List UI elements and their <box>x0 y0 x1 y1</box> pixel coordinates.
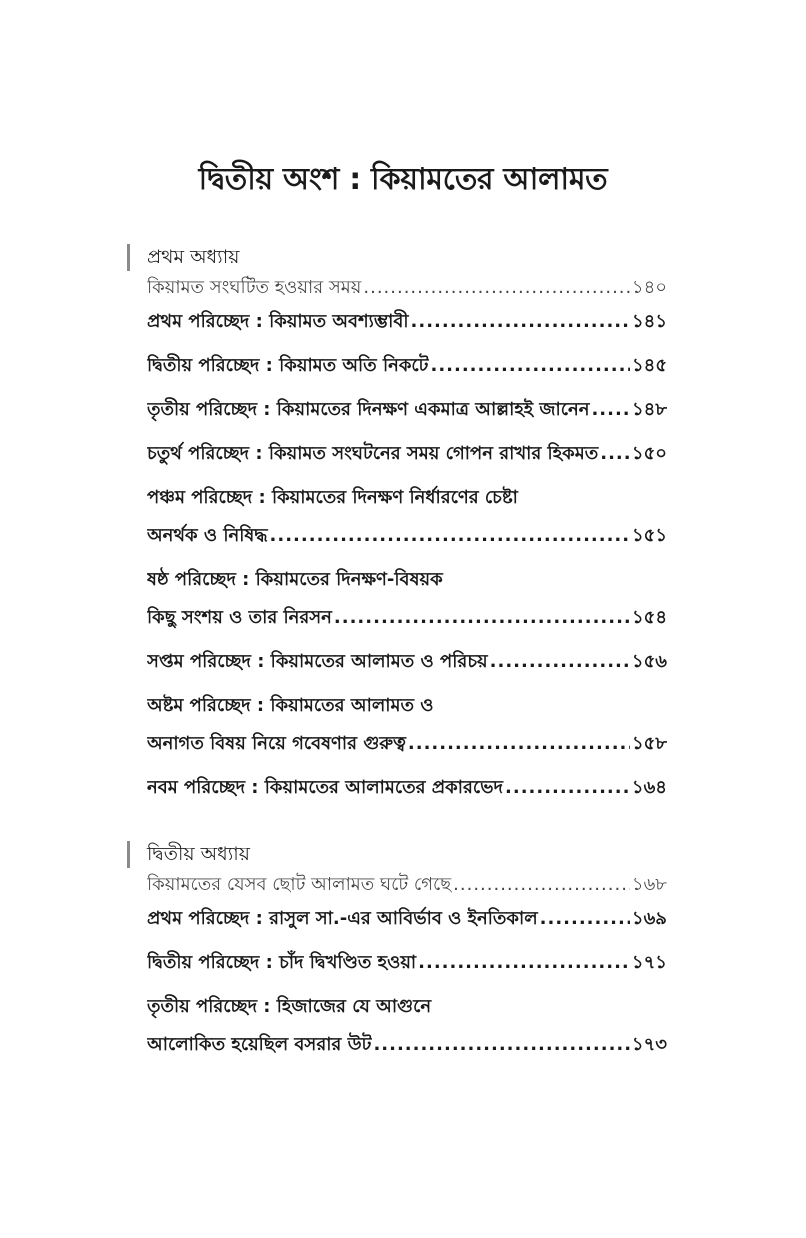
page-number: ১৭১ <box>631 952 667 973</box>
entry-title: তৃতীয় পরিচ্ছেদ : কিয়ামতের দিনক্ষণ একমাত্র আল্লাহই জানেন <box>147 399 590 420</box>
entry-title: সপ্তম পরিচ্ছেদ : কিয়ামতের আলামত ও পরিচয় <box>147 651 488 672</box>
entry-title: পঞ্চম পরিচ্ছেদ : কিয়ামতের দিনক্ষণ নির্ধারণের চেষ্টা <box>147 487 518 508</box>
entry-title: প্রথম পরিচ্ছেদ : রাসুল সা.-এর আবির্ভাব ও ইনতিকাল <box>147 908 538 929</box>
part-title: দ্বিতীয় অংশ : কিয়ামতের আলামত <box>198 162 608 197</box>
dot-leader <box>334 603 630 632</box>
chapter-2 <box>127 840 667 1059</box>
entry-title-continued: আলোকিত হয়েছিল বসরার উট <box>147 1034 372 1055</box>
toc-entry[interactable] <box>147 307 667 336</box>
chapter-heading <box>127 840 667 868</box>
entry-title: নবম পরিচ্ছেদ : কিয়ামতের আলামতের প্রকারভেদ <box>147 777 504 798</box>
dot-leader <box>453 870 630 899</box>
dot-leader <box>490 647 630 676</box>
page-number: ১৬৪ <box>631 777 667 798</box>
toc-entry[interactable] <box>147 948 667 977</box>
page-number: ১৭৩ <box>631 1034 667 1055</box>
entry-title: দ্বিতীয় পরিচ্ছেদ : কিয়ামত অতি নিকটে <box>147 355 429 376</box>
page-number: ১৪৫ <box>631 355 667 376</box>
toc-entry-intro[interactable] <box>147 870 667 900</box>
page-number: ১৫১ <box>631 525 667 546</box>
chapter-marker-bar <box>127 841 130 868</box>
dot-leader <box>591 395 630 424</box>
page-number: ১৫৮ <box>631 733 667 754</box>
dot-leader <box>270 521 630 550</box>
toc-entry[interactable] <box>147 395 667 424</box>
entry-title-continued: অনাগত বিষয় নিয়ে গবেষণার গুরুত্ব <box>147 733 406 754</box>
dot-leader <box>363 273 630 302</box>
page-number: ১৬৮ <box>631 874 667 895</box>
page-number: ১৫০ <box>631 443 667 464</box>
dot-leader <box>408 729 630 758</box>
page-number: ১৪৮ <box>631 399 667 420</box>
chapter-heading-text: দ্বিতীয় অধ্যায় <box>147 843 250 865</box>
dot-leader <box>373 1030 629 1059</box>
chapter-marker-bar <box>127 244 130 271</box>
page-number: ১৫৬ <box>631 651 667 672</box>
entry-title: ষষ্ঠ পরিচ্ছেদ : কিয়ামতের দিনক্ষণ-বিষয়ক <box>147 569 443 590</box>
dot-leader <box>430 351 629 380</box>
page-number: ১৪০ <box>631 277 667 298</box>
entry-title: দ্বিতীয় পরিচ্ছেদ : চাঁদ দ্বিখণ্ডিত হওয়া <box>147 952 417 973</box>
dot-leader <box>600 439 630 468</box>
toc-entry[interactable] <box>147 483 667 550</box>
dot-leader <box>418 948 630 977</box>
entry-title: প্রথম পরিচ্ছেদ : কিয়ামত অবশ্যম্ভাবী <box>147 311 409 332</box>
entry-title: কিয়ামত সংঘটিত হওয়ার সময় <box>147 277 362 298</box>
chapter-heading-text: প্রথম অধ্যায় <box>147 246 240 268</box>
entry-title: অষ্টম পরিচ্ছেদ : কিয়ামতের আলামত ও <box>147 695 434 716</box>
toc-entry[interactable] <box>147 439 667 468</box>
entry-title-continued: কিছু সংশয় ও তার নিরসন <box>147 607 332 628</box>
toc-entry[interactable] <box>147 565 667 632</box>
dot-leader <box>411 307 630 336</box>
dot-leader <box>505 773 630 802</box>
dot-leader <box>540 904 630 933</box>
page-number: ১৪১ <box>631 311 667 332</box>
page-number: ১৬৯ <box>631 908 667 929</box>
toc-entry[interactable] <box>147 773 667 802</box>
toc-entry[interactable] <box>147 904 667 933</box>
toc-entry[interactable] <box>147 992 667 1059</box>
page-number: ১৫৪ <box>631 607 667 628</box>
entry-title: চতুর্থ পরিচ্ছেদ : কিয়ামত সংঘটনের সময় গোপন রাখার হিকমত <box>147 443 599 464</box>
entry-title: কিয়ামতের যেসব ছোট আলামত ঘটে গেছে <box>147 874 452 895</box>
chapter-heading <box>127 243 667 271</box>
toc-entry-intro[interactable] <box>147 273 667 303</box>
toc-entry[interactable] <box>147 691 667 758</box>
entry-title-continued: অনর্থক ও নিষিদ্ধ <box>147 525 268 546</box>
toc-entry[interactable] <box>147 647 667 676</box>
entry-title: তৃতীয় পরিচ্ছেদ : হিজাজের যে আগুনে <box>147 996 432 1017</box>
chapter-1 <box>127 243 667 802</box>
toc-entry[interactable] <box>147 351 667 380</box>
